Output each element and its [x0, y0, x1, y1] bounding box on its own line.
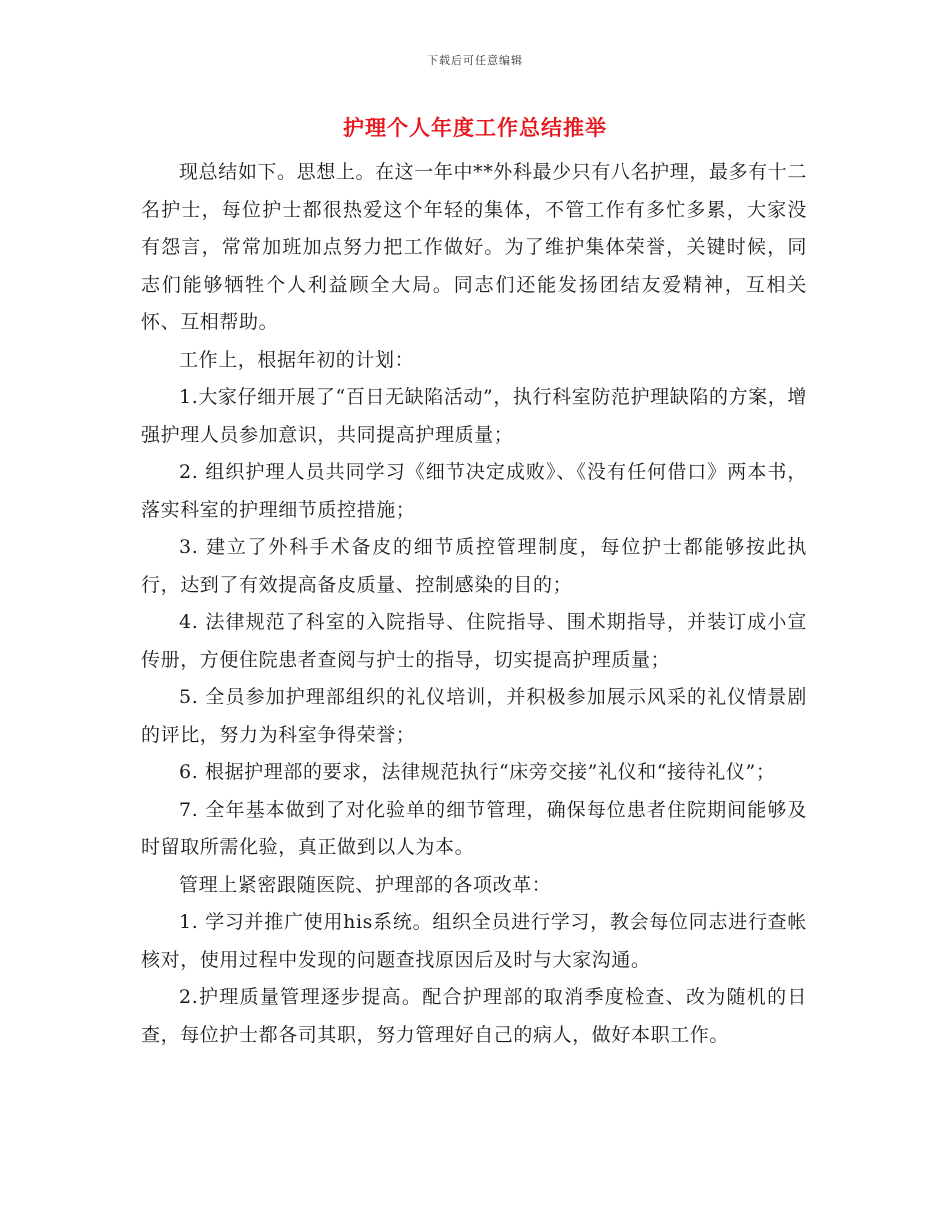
paragraph-management-item-1: 1. 学习并推广使用his系统。组织全员进行学习，教会每位同志进行查帐核对，使用过程中发现的问题查找原因后及时与大家沟通。: [141, 911, 807, 971]
paragraph-work-item-7: 7. 全年基本做到了对化验单的细节管理，确保每位患者住院期间能够及时留取所需化验，真正做到以人为本。: [141, 798, 807, 858]
paragraph-management-item-2: 2.护理质量管理逐步提高。配合护理部的取消季度检查、改为随机的日查，每位护士都各司其职，努力管理好自己的病人，做好本职工作。: [141, 986, 807, 1046]
paragraph-work-item-6: 6. 根据护理部的要求，法律规范执行“床旁交接”礼仪和“接待礼仪”；: [179, 761, 776, 783]
paragraph-management-intro: 管理上紧密跟随医院、护理部的各项改革：: [179, 873, 552, 896]
header-note: 下载后可任意编辑: [427, 54, 523, 67]
paragraph-work-intro: 工作上，根据年初的计划：: [179, 348, 415, 371]
document-title: 护理个人年度工作总结推举: [343, 115, 607, 140]
paragraph-work-item-3: 3. 建立了外科手术备皮的细节质控管理制度，每位护士都能够按此执行，达到了有效提高备皮质量、控制感染的目的；: [141, 536, 807, 596]
paragraph-work-item-5: 5. 全员参加护理部组织的礼仪培训，并积极参加展示风采的礼仪情景剧的评比，努力为科室争得荣誉；: [141, 686, 807, 746]
paragraph-work-item-2: 2. 组织护理人员共同学习《细节决定成败》、《没有任何借口》两本书，落实科室的护理细节质控措施；: [141, 461, 807, 521]
paragraph-thought: 现总结如下。思想上。在这一年中**外科最少只有八名护理，最多有十二名护士，每位护士都很热爱这个年轻的集体，不管工作有多忙多累，大家没有怨言，常常加班加点努力把工作做好。为了维护集体荣誉，关键时候，同志们能够牺牲个人利益顾全大局。同志们还能发扬团结友爱精神，互相关怀、互相帮助。: [141, 161, 807, 333]
document-body: [141, 154, 807, 1054]
paragraph-work-item-1: 1.大家仔细开展了“百日无缺陷活动”，执行科室防范护理缺陷的方案，增强护理人员参加意识，共同提高护理质量；: [141, 386, 807, 446]
paragraph-work-item-4: 4. 法律规范了科室的入院指导、住院指导、围术期指导，并装订成小宣传册，方便住院患者查阅与护士的指导，切实提高护理质量；: [141, 611, 807, 671]
